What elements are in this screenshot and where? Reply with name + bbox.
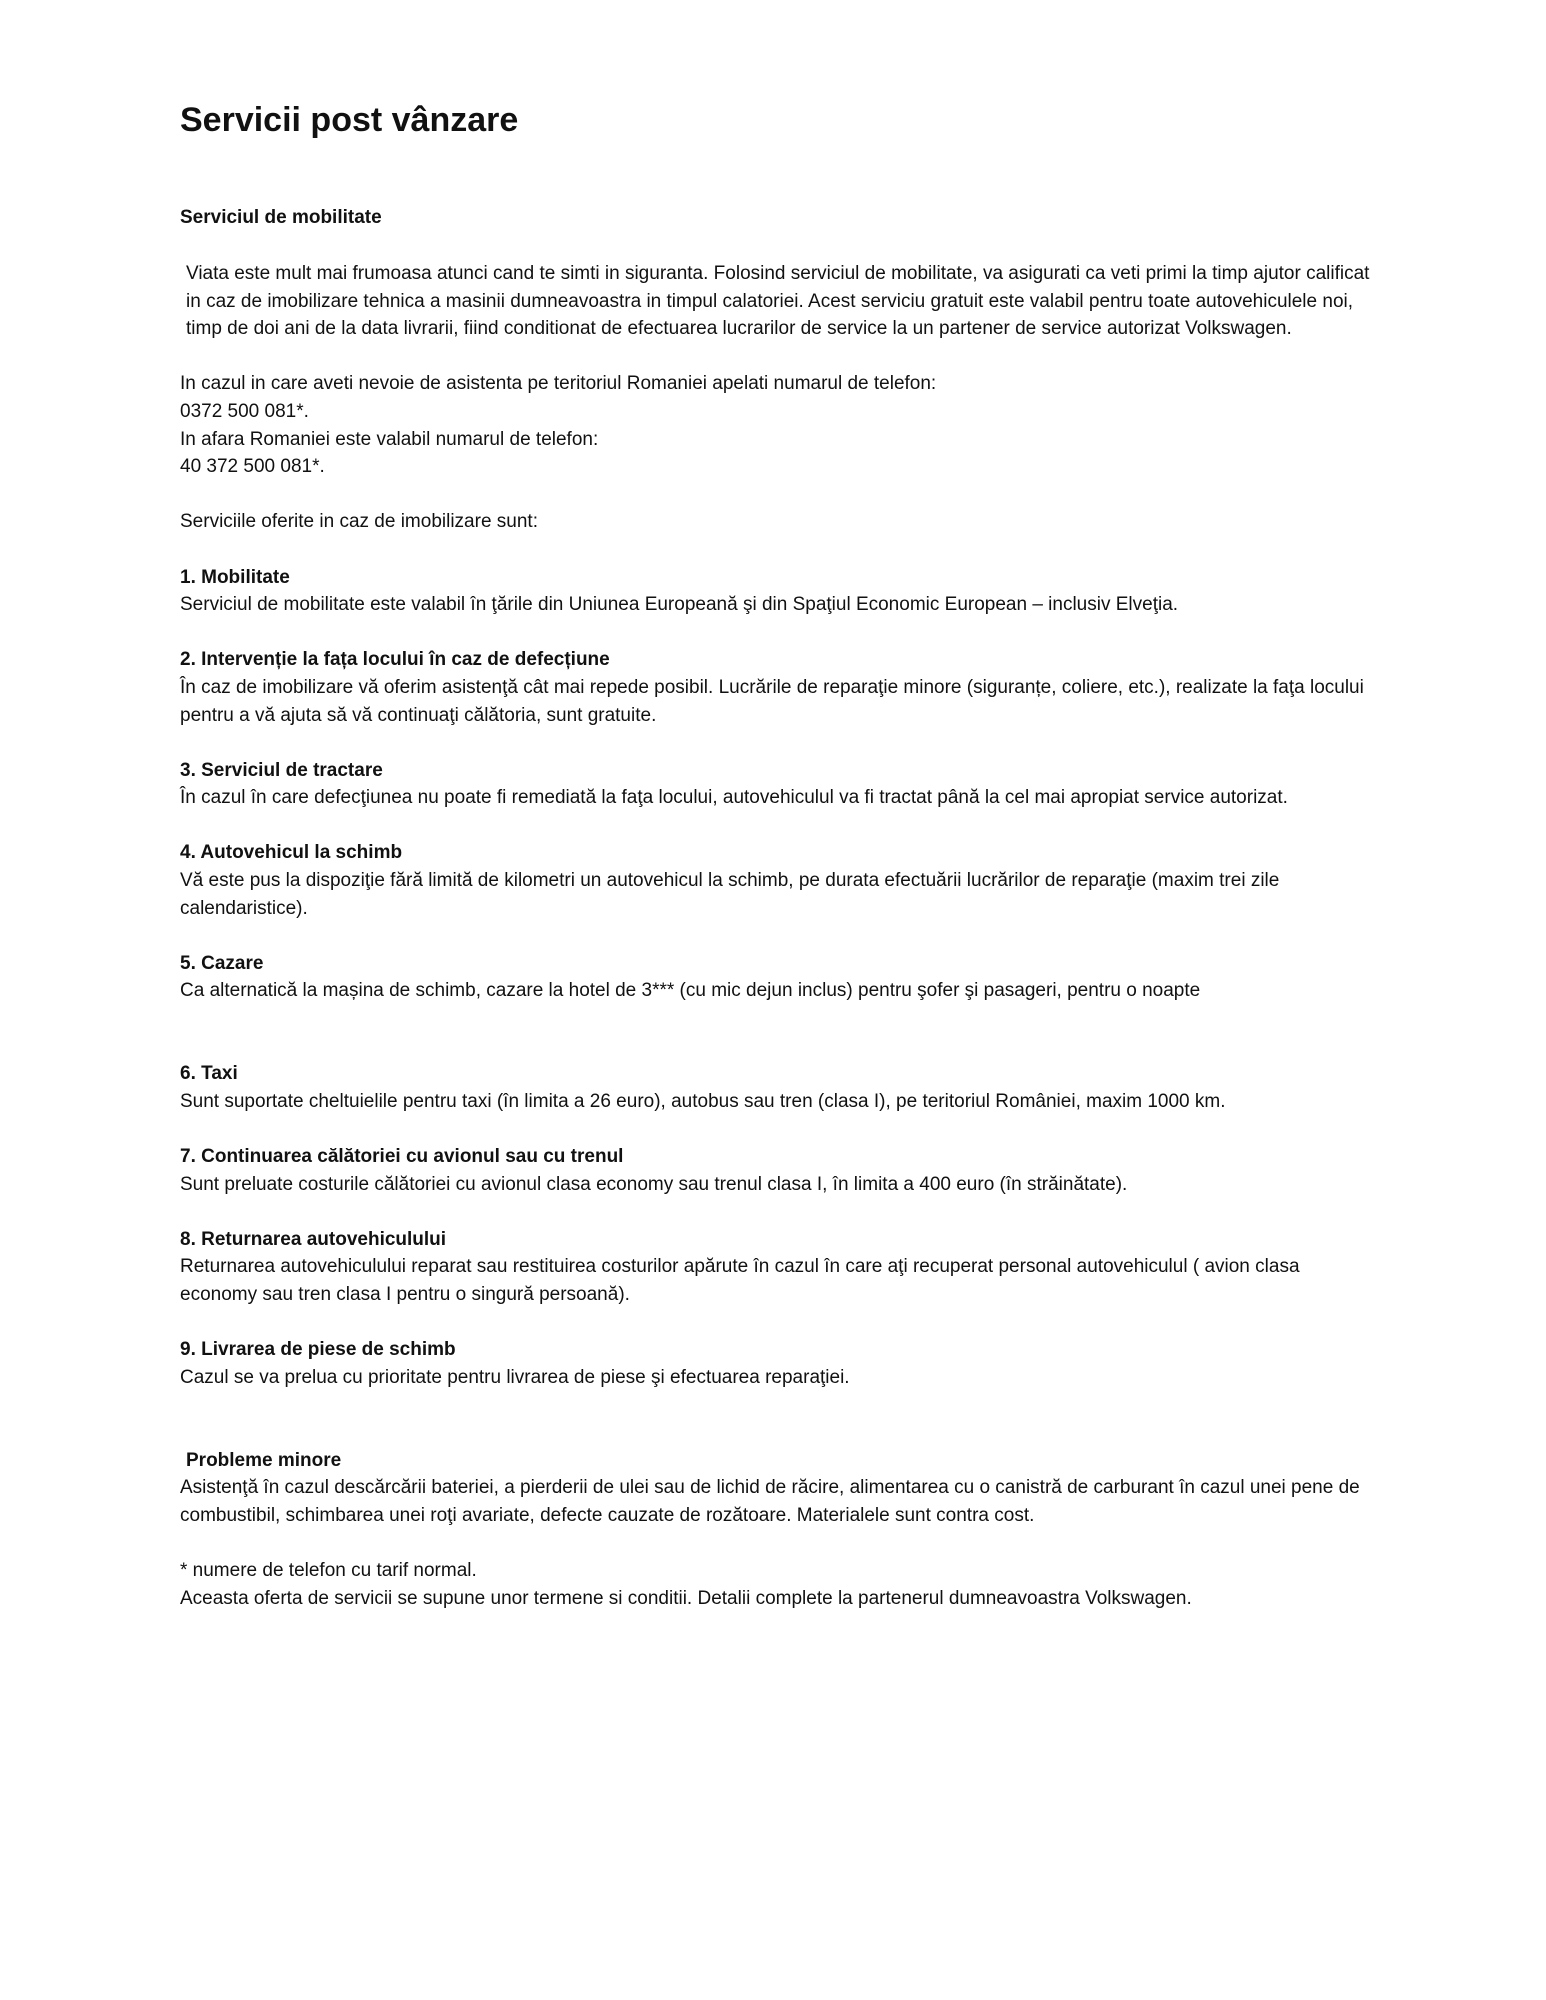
service-heading-9: 9. Livrarea de piese de schimb (180, 1339, 456, 1361)
service-heading-7: 7. Continuarea călătoriei cu avionul sau cu trenul (180, 1146, 624, 1167)
service-heading-1: 1. Mobilitate (180, 566, 290, 588)
service-heading-6: 6. Taxi (180, 1063, 238, 1085)
document-body (180, 260, 1370, 1612)
service-text-8: Returnarea autovehiculului reparat sau restituirea costurilor apărute în cazul în care aţi recuperat personal autovehiculul ( avion clasa economy sau tren clasa I pentru o singură persoană). (180, 1256, 1300, 1305)
intro-paragraph: Viata este mult mai frumoasa atunci cand te simti in siguranta. Folosind serviciul de mobilitate, va asigurati ca veti primi la timp ajutor calificat in caz de imobilizare tehnica a masinii dumneavoastra in timpul calatoriei. Acest serviciu gratuit este valabil pentru toate autovehiculele noi, timp de doi ani de la data livrarii, fiind conditionat de efectuarea lucrarilor de service la un partener de service autorizat Volkswagen. (186, 263, 1370, 340)
service-text-7: Sunt preluate costurile călătoriei cu avionul clasa economy sau trenul clasa I, în limita a 400 euro (în străinătate). (180, 1173, 1128, 1195)
service-text-6: Sunt suportate cheltuielile pentru taxi (în limita a 26 euro), autobus sau tren (clasa I), pe teritoriul României, maxim 1000 km. (180, 1090, 1226, 1112)
service-text-5: Ca alternatică la mașina de schimb, cazare la hotel de 3*** (cu mic dejun inclus) pentru şofer şi pasageri, pentru o noapte (180, 980, 1201, 1002)
contact-abroad-phone: 40 372 500 081*. (180, 456, 325, 478)
minor-problems-text: Asistenţă în cazul descărcării bateriei, a pierderii de ulei sau de lichid de răcire, alimentarea cu o canistră de carburant în cazul unei pene de combustibil, schimbarea unei roţi avariate, defecte cauzate de rozătoare. Materialele sunt contra cost. (180, 1477, 1360, 1526)
section-subtitle: Serviciul de mobilitate (180, 207, 382, 228)
service-text-1: Serviciul de mobilitate este valabil în ţările din Uniunea Europeană şi din Spaţiul Economic European – inclusiv Elveţia. (180, 594, 1179, 616)
service-text-9: Cazul se va prelua cu prioritate pentru livrarea de piese şi efectuarea reparaţiei. (180, 1366, 850, 1388)
service-text-4: Vă este pus la dispoziţie fără limită de kilometri un autovehicul la schimb, pe durata efectuării lucrărilor de reparaţie (maxim trei zile calendaristice). (180, 870, 1280, 919)
service-heading-2: 2. Intervenție la fața locului în caz de defecțiune (180, 649, 610, 671)
service-heading-4: 4. Autovehicul la schimb (180, 842, 403, 864)
service-heading-8: 8. Returnarea autovehiculului (180, 1228, 447, 1250)
service-text-3: În cazul în care defecţiunea nu poate fi remediată la faţa locului, autovehiculul va fi tractat până la cel mai apropiat service autorizat. (180, 787, 1288, 809)
services-intro: Serviciile oferite in caz de imobilizare sunt: (180, 511, 538, 533)
contact-abroad-text: In afara Romaniei este valabil numarul de telefon: (180, 428, 599, 450)
service-heading-5: 5. Cazare (180, 952, 264, 974)
service-heading-3: 3. Serviciul de tractare (180, 759, 383, 781)
disclaimer: Aceasta oferta de servicii se supune unor termene si conditii. Detalii complete la partenerul dumneavoastra Volkswagen. (180, 1587, 1192, 1609)
contact-romania-text: In cazul in care aveti nevoie de asistenta pe teritoriul Romaniei apelati numarul de telefon: (180, 373, 937, 395)
footnote: * numere de telefon cu tarif normal. (180, 1559, 477, 1581)
minor-problems-heading: Probleme minore (186, 1449, 342, 1471)
page-title: Servicii post vânzare (180, 101, 519, 139)
service-text-2: În caz de imobilizare vă oferim asistenţă cât mai repede posibil. Lucrările de reparaţie minore (siguranțe, coliere, etc.), realizate la faţa locului pentru a vă ajuta să vă continuaţi călătoria, sunt gratuite. (180, 676, 1364, 726)
contact-romania-phone: 0372 500 081*. (180, 400, 309, 422)
